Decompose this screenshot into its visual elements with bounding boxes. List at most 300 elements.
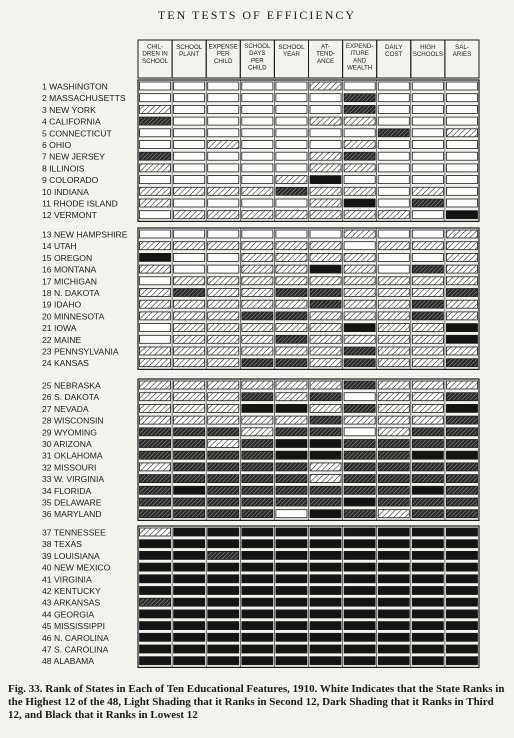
rank-cell-black [174,587,205,595]
rank-cell-light [412,381,443,389]
rank-cell-white [174,265,205,273]
rank-cell-light [174,300,205,308]
rank-cell-light [412,359,443,367]
rank-cell-white [208,164,239,172]
rank-cell-white [276,152,307,160]
rank-cell-black [446,563,477,571]
rank-cell-light [446,300,477,308]
rank-cell-white [378,117,409,125]
rank-cell-light [140,463,171,471]
rank-cell-black [344,528,375,536]
rank-cell-dark [344,440,375,448]
rank-cell-dark [174,451,205,459]
rank-cell-light [412,324,443,332]
rank-cell-light [412,277,443,285]
state-label: 24 KANSAS [42,358,89,369]
rank-cell-light [446,265,477,273]
rank-cell-black [310,176,341,184]
rank-cell-light [140,199,171,207]
rank-cell-black [344,324,375,332]
rank-cell-dark [242,475,273,483]
rank-cell-black [140,622,171,630]
rank-cell-dark [378,475,409,483]
rank-cell-dark [140,498,171,506]
rank-cell-light [242,381,273,389]
rank-cell-black [242,528,273,536]
rank-cell-black [276,528,307,536]
rank-cell-black [378,633,409,641]
rank-cell-dark [140,428,171,436]
rank-cell-black [174,528,205,536]
rank-cell-white [208,199,239,207]
rank-cell-black [242,587,273,595]
rank-cell-black [242,633,273,641]
rank-cell-dark [140,117,171,125]
rank-cell-black [344,645,375,653]
rank-cell-light [208,187,239,195]
rank-cell-black [412,575,443,583]
rank-cell-light [174,335,205,343]
rank-cell-light [378,211,409,219]
rank-cell-white [276,510,307,518]
state-label: 38 TEXAS [42,539,82,550]
rank-cell-black [174,622,205,630]
rank-cell-white [310,94,341,102]
state-label: 36 MARYLAND [42,509,102,520]
rank-cell-black [378,540,409,548]
rank-cell-black [276,451,307,459]
rank-cell-white [412,82,443,90]
state-label: 18 N. DAKOTA [42,288,100,298]
state-label: 11 RHODE ISLAND [42,198,118,209]
rank-cell-dark [378,440,409,448]
rank-cell-white [310,129,341,137]
rank-cell-black [310,265,341,273]
state-label: 10 INDIANA [42,186,89,197]
rank-cell-white [378,82,409,90]
rank-cell-dark [412,312,443,320]
rank-cell-black [174,598,205,606]
rank-cell-dark [276,475,307,483]
rank-cell-light [344,230,375,238]
rank-cell-black [174,540,205,548]
rank-cell-light [140,187,171,195]
rank-cell-white [140,129,171,137]
rank-cell-black [140,610,171,618]
rank-cell-light [310,335,341,343]
rank-cell-black [412,598,443,606]
rank-cell-white [344,242,375,250]
rank-cell-black [310,540,341,548]
rank-cell-light [310,164,341,172]
rank-cell-dark [276,486,307,494]
rank-cell-light [140,242,171,250]
rank-cell-black [276,622,307,630]
rank-cell-dark [412,428,443,436]
rank-cell-dark [344,152,375,160]
rank-cell-dark [412,463,443,471]
rank-cell-dark [344,381,375,389]
state-label: 37 TENNESSEE [42,527,106,538]
rank-cell-light [208,359,239,367]
rank-cell-black [208,540,239,548]
rank-cell-black [310,598,341,606]
state-label: 30 ARIZONA [42,439,92,449]
rank-cell-light [446,347,477,355]
rank-cell-black [344,657,375,665]
rank-cell-black [378,551,409,559]
state-label: 39 LOUISIANA [42,550,100,561]
rank-cell-black [310,645,341,653]
rank-cell-dark [310,498,341,506]
rank-cell-black [446,540,477,548]
rank-cell-light [310,82,341,90]
rank-cell-light [174,312,205,320]
column-header-label: DREN IN [142,50,168,58]
rank-cell-white [208,94,239,102]
rank-cell-light [208,141,239,149]
rank-cell-light [140,404,171,412]
rank-cell-white [344,82,375,90]
chart-title: TEN TESTS OF EFFICIENCY [157,8,357,22]
rank-cell-white [276,105,307,113]
rank-cell-black [276,404,307,412]
rank-cell-black [378,575,409,583]
column-header-label: ANCE [316,57,335,65]
rank-cell-black [412,657,443,665]
rank-cell-light [208,393,239,401]
rank-cell-white [446,164,477,172]
rank-cell-black [446,324,477,332]
rank-cell-black [412,563,443,571]
rank-cell-light [208,347,239,355]
rank-cell-white [378,253,409,261]
rank-cell-light [276,416,307,424]
rank-cell-light [310,117,341,125]
state-label: 14 UTAH [42,241,77,252]
rank-cell-light [208,440,239,448]
rank-cell-light [276,381,307,389]
rank-cell-light [310,475,341,483]
rank-cell-light [208,324,239,332]
rank-cell-light [344,141,375,149]
rank-cell-dark [446,428,477,436]
state-label: 4 CALIFORNIA [42,116,101,127]
state-label: 44 GEORGIA [42,609,95,620]
rank-cell-white [344,428,375,436]
rank-cell-dark [140,486,171,494]
column-header-label: PER [216,50,230,58]
rank-cell-white [242,141,273,149]
column-header-label: WEALTH [346,64,373,72]
rank-cell-black [174,657,205,665]
state-label: 27 NEVADA [42,403,89,414]
column-header-label: PLANT [179,51,200,59]
rank-cell-black [412,451,443,459]
rank-cell-light [412,187,443,195]
state-label: 6 OHIO [42,140,72,150]
rank-cell-light [344,416,375,424]
state-label: 5 CONNECTICUT [42,128,112,139]
rank-cell-white [378,265,409,273]
rank-cell-white [412,230,443,238]
rank-cell-light [412,416,443,424]
rank-cell-black [310,657,341,665]
rank-cell-dark [276,289,307,297]
rank-cell-dark [208,486,239,494]
rank-cell-dark [276,428,307,436]
figure-caption [8,683,508,722]
rank-cell-dark [276,463,307,471]
rank-cell-light [310,152,341,160]
rank-cell-white [276,230,307,238]
rank-cell-black [208,587,239,595]
rank-cell-white [242,152,273,160]
column-header-label: ARIES [452,51,472,59]
rank-cell-dark [140,510,171,518]
rank-cell-black [446,451,477,459]
rank-cell-light [242,242,273,250]
rank-cell-white [378,187,409,195]
rank-cell-light [412,404,443,412]
rank-cell-light [174,187,205,195]
column-header-label: SCHOOL [176,44,203,51]
rank-cell-light [344,253,375,261]
state-label: 12 VERMONT [42,210,97,221]
rank-cell-white [412,211,443,219]
rank-cell-light [242,347,273,355]
rank-cell-black [412,528,443,536]
column-header-label: AND [353,57,367,65]
rank-cell-light [174,277,205,285]
rank-cell-dark [174,428,205,436]
rank-cell-light [140,105,171,113]
rank-cell-dark [344,451,375,459]
rank-cell-white [446,199,477,207]
rank-cell-dark [344,463,375,471]
rank-cell-black [344,633,375,641]
rank-cell-light [174,416,205,424]
rank-cell-black [208,610,239,618]
state-label: 28 WISCONSIN [42,415,104,426]
rank-cell-black [344,563,375,571]
rank-cell-dark [446,289,477,297]
rank-cell-black [174,610,205,618]
state-label: 13 NEW HAMPSHIRE [42,229,128,240]
rank-cell-white [344,393,375,401]
state-label: 15 OREGON [42,252,93,263]
rank-cell-light [446,381,477,389]
rank-cell-white [446,176,477,184]
rank-cell-black [242,645,273,653]
rank-cell-white [140,176,171,184]
rank-cell-white [242,94,273,102]
rank-cell-white [378,199,409,207]
rank-cell-light [378,277,409,285]
rank-cell-black [174,575,205,583]
rank-cell-black [378,645,409,653]
rank-cell-white [378,141,409,149]
column-header-label: CHILD [213,57,233,65]
rank-cell-dark [344,94,375,102]
rank-cell-dark [242,486,273,494]
rank-cell-light [276,347,307,355]
rank-cell-white [174,117,205,125]
rank-cell-white [208,176,239,184]
rank-cell-black [378,610,409,618]
rank-cell-dark [140,451,171,459]
rank-cell-white [412,253,443,261]
figure-label: Fig. 33. [8,683,43,695]
rank-cell-black [344,587,375,595]
rank-cell-dark [140,152,171,160]
rank-cell-dark [242,440,273,448]
rank-cell-white [412,105,443,113]
rank-cell-black [378,598,409,606]
rank-cell-white [378,230,409,238]
rank-cell-black [242,622,273,630]
rank-cell-light [242,428,273,436]
column-header-label: ITURE [350,50,369,58]
rank-cell-white [140,277,171,285]
rank-cell-light [140,300,171,308]
rank-cell-black [140,551,171,559]
rank-cell-black [276,540,307,548]
state-label: 7 NEW JERSEY [42,151,106,162]
column-header-label: TEND- [316,50,336,58]
rank-cell-dark [208,498,239,506]
rank-cell-black [208,575,239,583]
rank-cell-black [242,657,273,665]
rank-cell-dark [242,463,273,471]
rank-cell-light [242,335,273,343]
rank-cell-white [208,105,239,113]
column-header-label: SAL- [455,44,469,51]
state-label: 9 COLORADO [42,175,99,186]
rank-cell-black [344,551,375,559]
rank-cell-light [276,211,307,219]
rank-cell-light [276,324,307,332]
rank-cell-white [140,335,171,343]
rank-cell-white [242,164,273,172]
rank-cell-white [378,152,409,160]
rank-cell-light [276,176,307,184]
rank-cell-white [276,141,307,149]
rank-cell-black [276,657,307,665]
rank-cell-black [310,622,341,630]
rank-cell-black [174,551,205,559]
rank-cell-white [446,152,477,160]
rank-cell-light [140,359,171,367]
rank-cell-light [276,253,307,261]
column-header-label: HIGH [420,44,436,51]
rank-cell-light [310,242,341,250]
rank-cell-dark [378,498,409,506]
rank-cell-dark [208,428,239,436]
rank-cell-dark [446,416,477,424]
rank-cell-dark [412,510,443,518]
rank-cell-white [446,187,477,195]
rank-cell-light [140,265,171,273]
rank-cell-dark [446,359,477,367]
rank-cell-black [208,622,239,630]
rank-cell-white [276,117,307,125]
rank-cell-light [310,404,341,412]
state-label: 19 IDAHO [42,299,82,310]
rank-cell-dark [174,498,205,506]
rank-cell-white [310,230,341,238]
rank-cell-black [174,486,205,494]
rank-cell-white [446,105,477,113]
rank-cell-light [344,187,375,195]
rank-cell-white [174,105,205,113]
rank-cell-dark [208,475,239,483]
rank-cell-light [174,404,205,412]
rank-cell-black [140,657,171,665]
rank-cell-black [242,610,273,618]
rank-cell-white [276,164,307,172]
rank-cell-dark [344,347,375,355]
rank-cell-white [140,324,171,332]
rank-cell-black [446,404,477,412]
state-label: 47 S. CAROLINA [42,644,109,655]
rank-cell-dark [276,498,307,506]
rank-cell-black [446,633,477,641]
rank-cell-black [446,657,477,665]
rank-cell-white [208,82,239,90]
column-header-label: SCHOOL [244,43,271,50]
rank-cell-light [412,289,443,297]
rank-cell-light [140,164,171,172]
rank-cell-light [344,312,375,320]
rank-cell-light [344,164,375,172]
rank-cell-dark [174,510,205,518]
rank-cell-black [344,622,375,630]
state-label: 32 MISSOURI [42,462,97,473]
rank-cell-white [174,141,205,149]
rank-cell-light [310,253,341,261]
rank-cell-black [446,622,477,630]
rank-cell-white [242,105,273,113]
rank-cell-light [208,289,239,297]
state-label: 45 MISSISSIPPI [42,621,106,632]
rank-cell-dark [242,510,273,518]
rank-cell-black [446,610,477,618]
state-label: 23 PENNSYLVANIA [42,346,119,357]
rank-cell-light [174,381,205,389]
rank-cell-black [344,598,375,606]
rank-cell-light [140,289,171,297]
rank-cell-black [344,540,375,548]
rank-cell-white [276,199,307,207]
rank-cell-light [412,242,443,250]
rank-cell-white [140,230,171,238]
state-label: 26 S. DAKOTA [42,392,100,403]
rank-cell-light [174,359,205,367]
column-header-label: EXPEND- [345,43,374,50]
rank-cell-white [174,176,205,184]
rank-cell-light [446,129,477,137]
rank-cell-black [140,540,171,548]
rank-cell-light [378,393,409,401]
rank-cell-light [378,381,409,389]
rank-cell-light [344,265,375,273]
rank-cell-dark [310,428,341,436]
rank-cell-dark [412,498,443,506]
rank-cell-light [174,347,205,355]
rank-cell-white [174,129,205,137]
rank-cell-black [208,645,239,653]
